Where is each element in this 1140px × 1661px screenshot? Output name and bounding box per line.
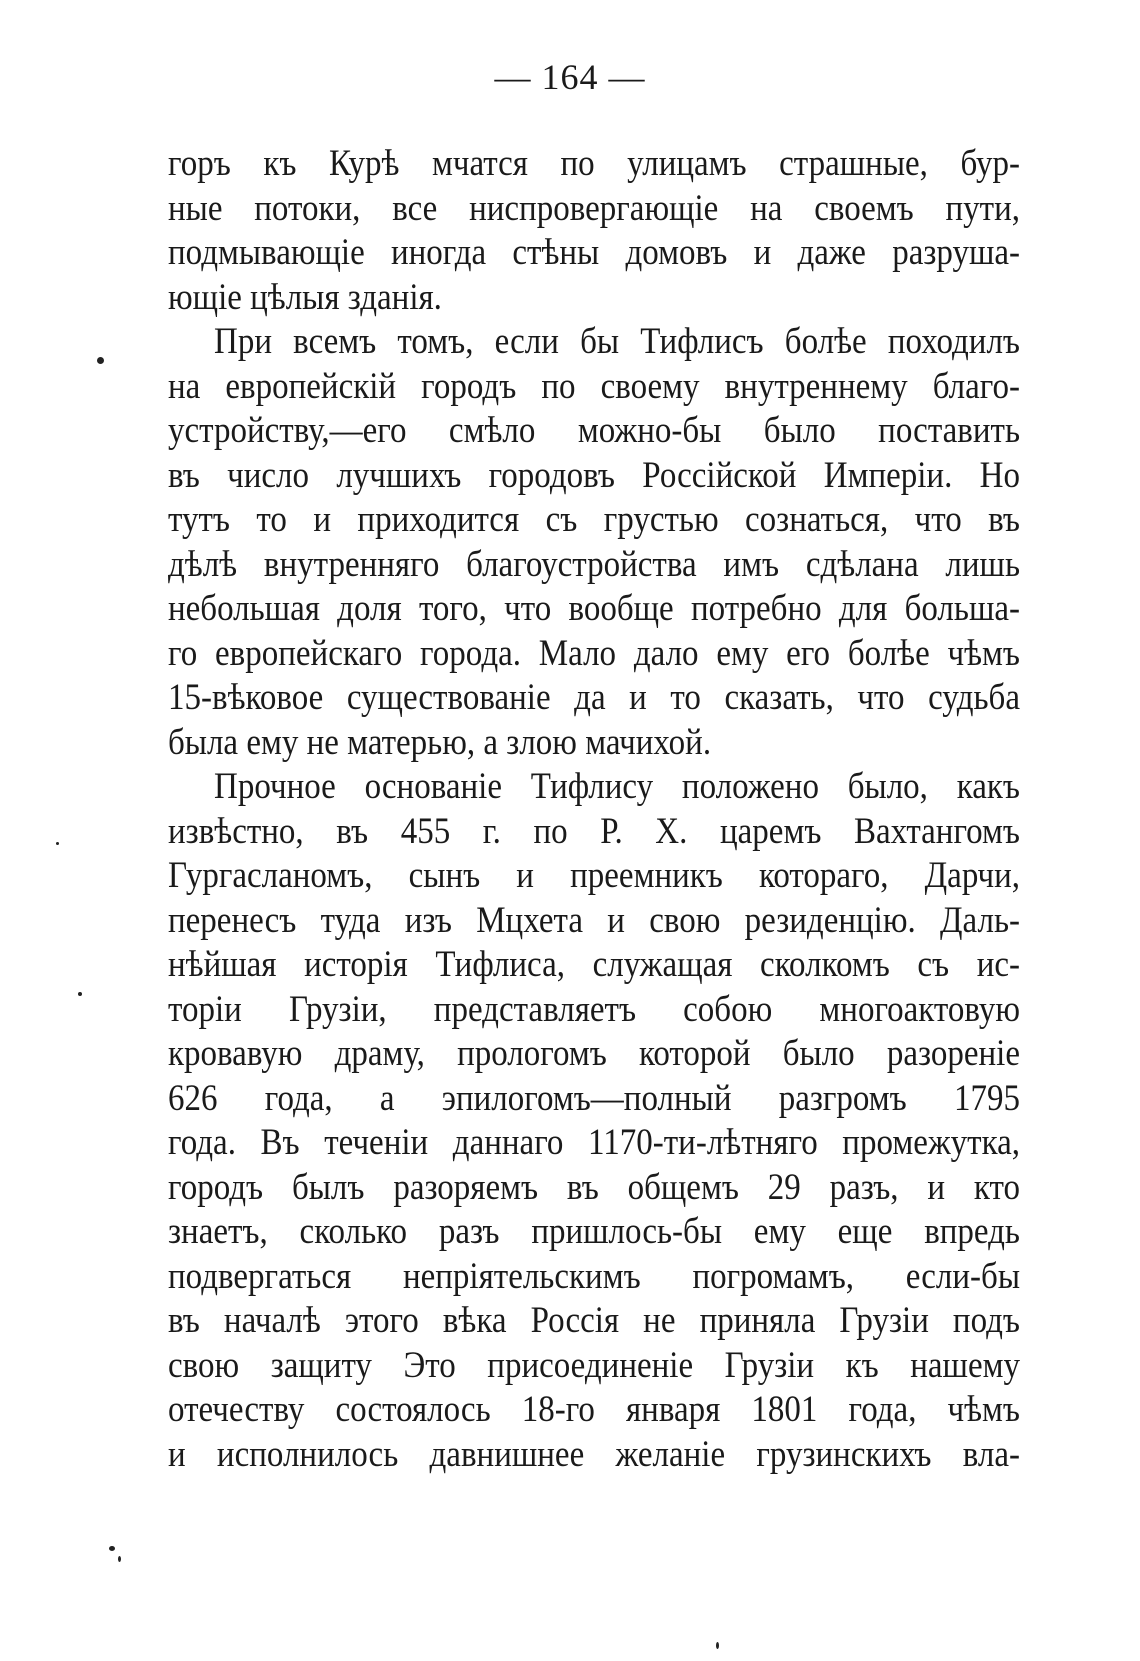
print-speck <box>97 357 104 364</box>
text-line: была ему не матерью, а злою мачихой. <box>168 722 712 763</box>
text-line: горъ къ Курѣ мчатся по улицамъ страшные, бур- <box>168 143 1020 185</box>
text-line: и исполнилось давнишнее желаніе грузинскихъ вла- <box>168 1434 1020 1475</box>
text-line: При всемъ томъ, если бы Тифлисъ болѣе походилъ <box>214 321 1020 363</box>
print-speck <box>109 1546 115 1551</box>
text-line: городъ былъ разоряемъ въ общемъ 29 разъ, и кто <box>168 1167 1020 1208</box>
print-speck <box>78 992 82 996</box>
text-line: устройству,—его смѣло можно-бы было поставить <box>168 410 1020 452</box>
text-line: небольшая доля того, что вообще потребно для большa- <box>168 588 1020 630</box>
text-line: ющіе цѣлыя зданія. <box>168 277 442 318</box>
print-speck <box>56 842 59 845</box>
text-line: отечеству состоялось 18-го января 1801 года, чѣмъ <box>168 1389 1020 1431</box>
text-line: нѣйшая исторія Тифлиса, служащая сколкомъ съ ис- <box>168 944 1020 986</box>
text-line: знаетъ, сколько разъ пришлось-бы ему еще впредь <box>168 1211 1020 1253</box>
text-line: 626 года, а эпилогомъ—полный разгромъ 1795 <box>168 1078 1020 1119</box>
text-line: на европейскій городъ по своему внутреннему благо- <box>168 366 1020 407</box>
text-line: 15-вѣковое существованіе да и то сказать, что судьба <box>168 677 1020 719</box>
text-line: извѣстно, въ 455 г. по Р. Х. царемъ Вахтангомъ <box>168 811 1020 852</box>
text-line: Прочное основаніе Тифлису положено было, какъ <box>214 766 1020 808</box>
text-line: Гургасланомъ, сынъ и преемникъ котораго, Дарчи, <box>168 855 1020 897</box>
text-line: въ число лучшихъ городовъ Россійской Имперіи. Но <box>168 455 1020 496</box>
text-line: года. Въ теченіи даннаго 1170-ти-лѣтняго промежутка, <box>168 1122 1020 1164</box>
text-line: го европейскаго города. Мало дало ему его болѣе чѣмъ <box>168 633 1020 674</box>
text-line: подмывающіе иногда стѣны домовъ и даже разруша- <box>168 232 1020 274</box>
text-line: въ началѣ этого вѣка Россія не приняла Грузіи подъ <box>168 1300 1020 1342</box>
body-text <box>168 142 1020 1477</box>
text-line: кровавую драму, прологомъ которой было разореніе <box>168 1033 1020 1075</box>
text-line: свою защиту Это присоединеніе Грузіи къ нашему <box>168 1345 1020 1386</box>
text-line: дѣлѣ внутренняго благоустройства имъ сдѣлана лишь <box>168 544 1020 585</box>
page-number: — 164 — <box>494 57 646 97</box>
text-line: ные потоки, все ниспровергающіе на своемъ пути, <box>168 188 1020 229</box>
text-line: торіи Грузіи, представляетъ собою многоактовую <box>168 989 1020 1030</box>
text-line: подвергаться непріятельскимъ погромамъ, если-бы <box>168 1256 1020 1297</box>
text-line: тутъ то и приходится съ грустью сознаться, что въ <box>168 499 1020 541</box>
print-speck <box>716 1642 719 1649</box>
print-speck <box>118 1556 121 1562</box>
text-line: перенесъ туда изъ Мцхета и свою резиденцію. Даль- <box>168 900 1020 941</box>
